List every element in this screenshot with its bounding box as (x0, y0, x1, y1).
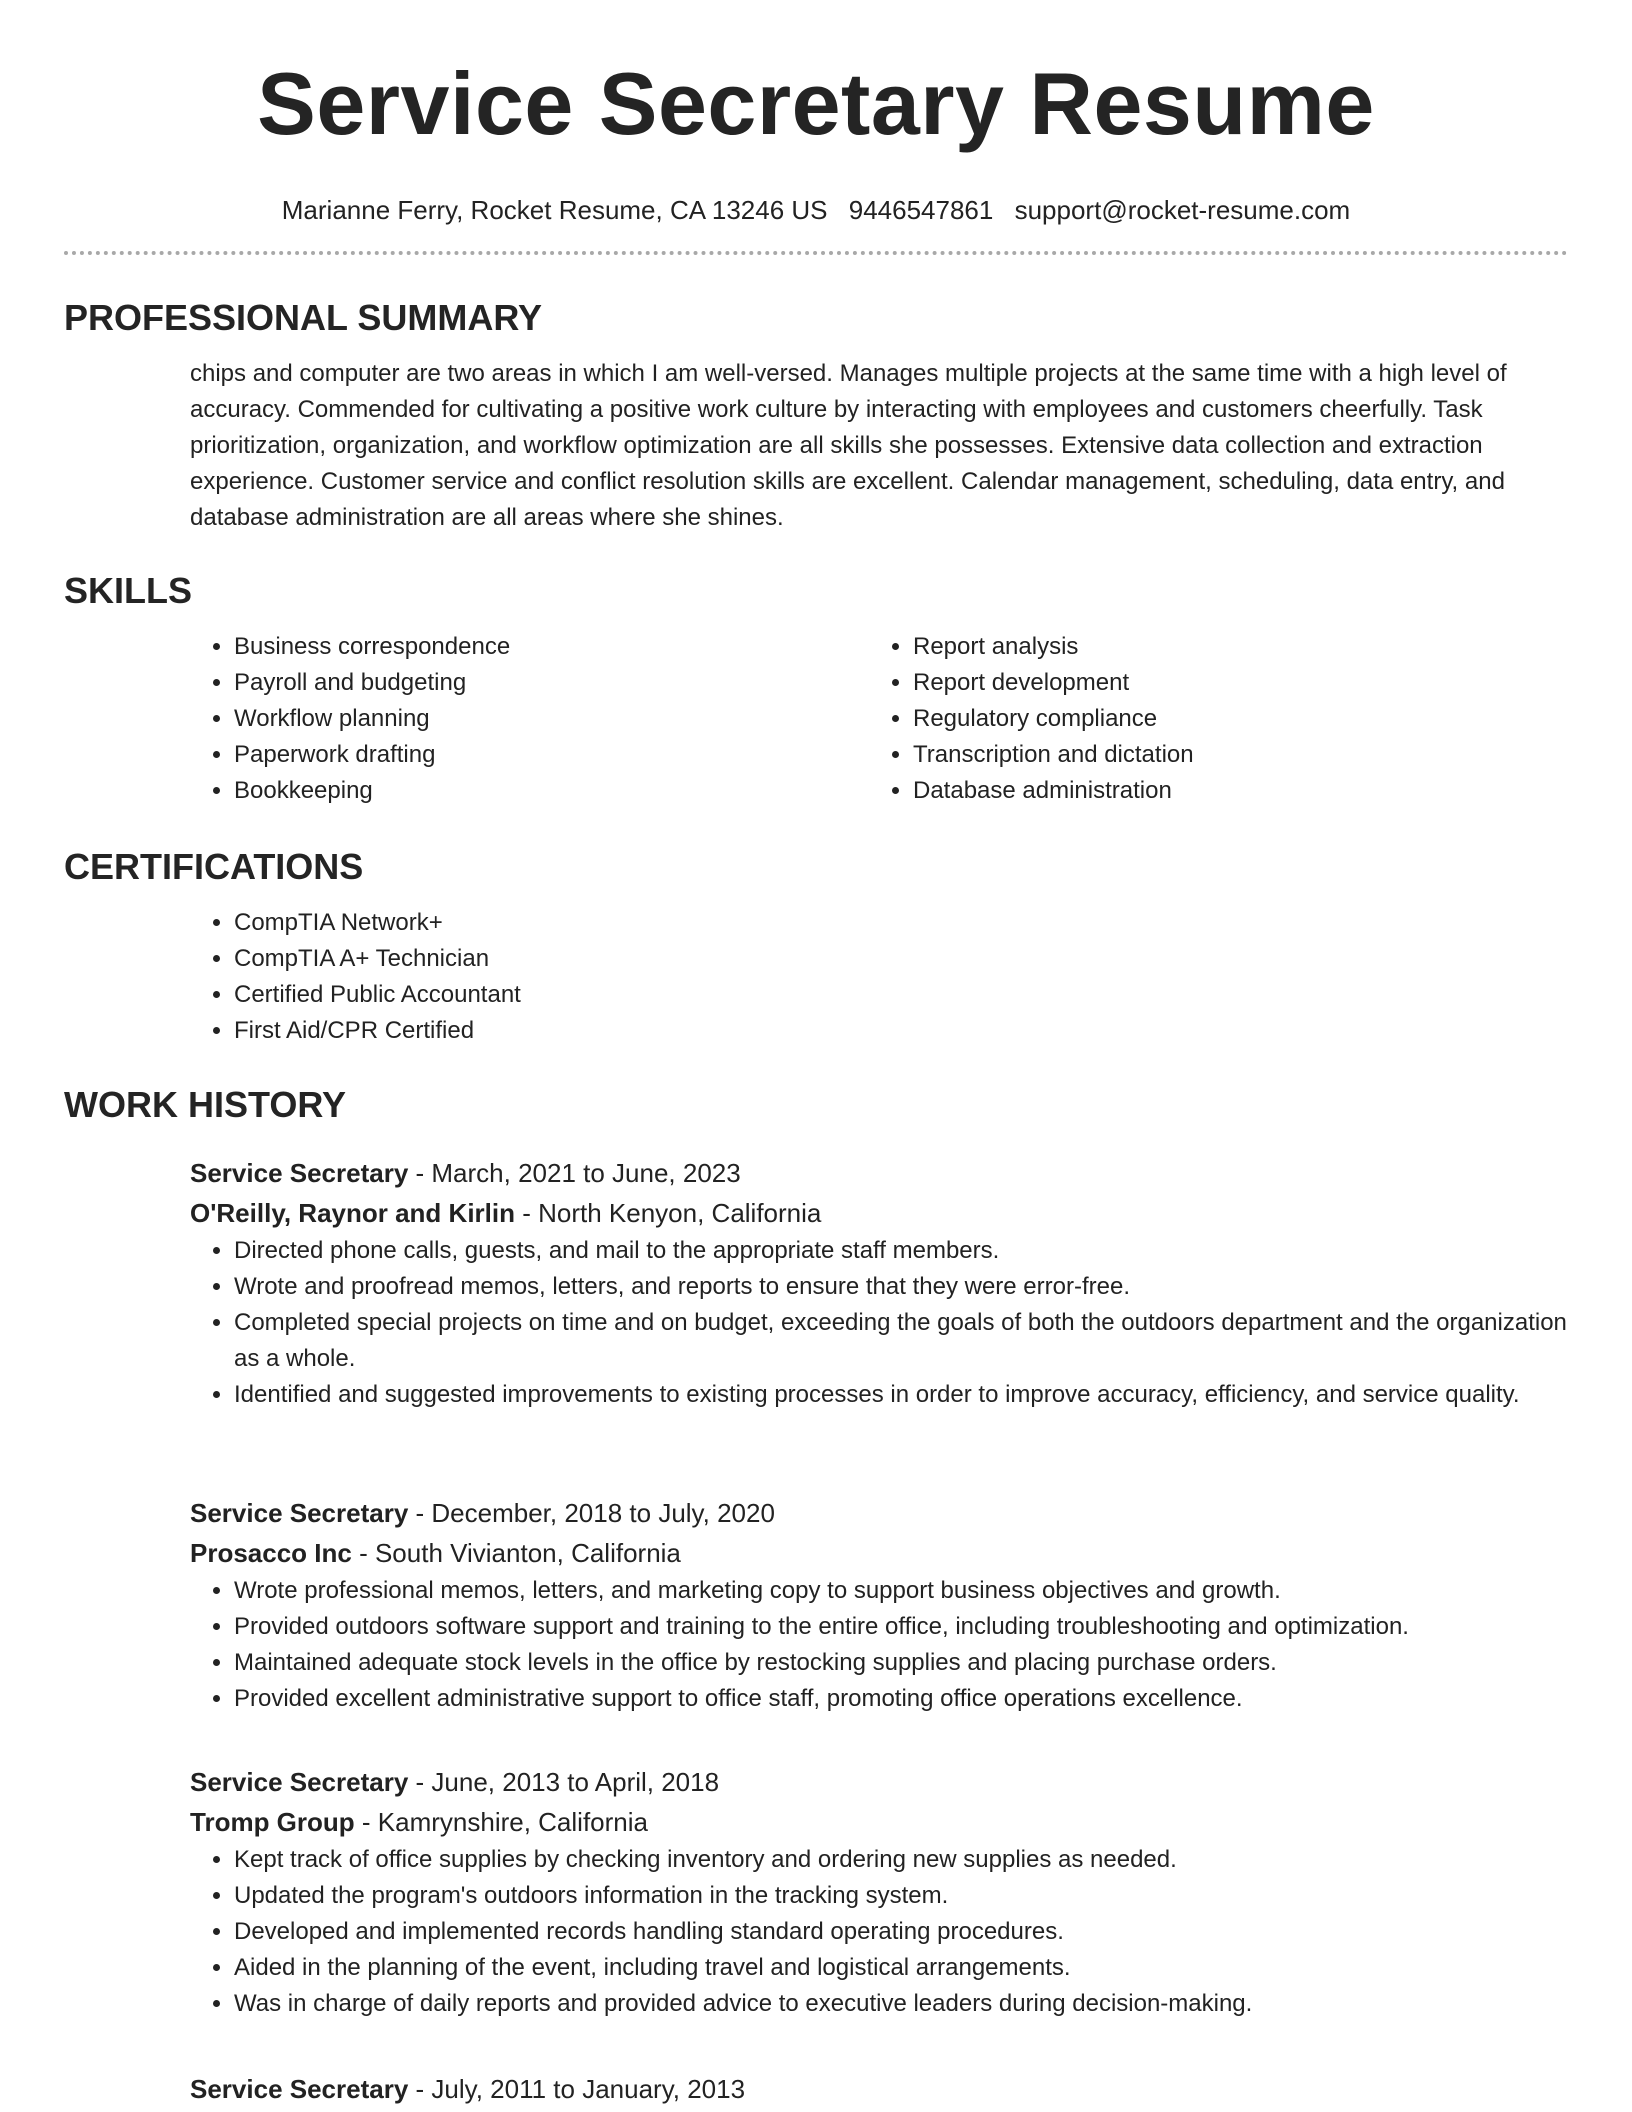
job-duty: • Identified and suggested improvements to existing processes in order to improve accuracy, efficiency, and service quality. (234, 1377, 1568, 1413)
skill-item: • Report development (913, 665, 1548, 701)
contact-email: support@rocket-resume.com (1014, 195, 1351, 225)
job-location: - South Vivianton, California (351, 1538, 681, 1568)
resume-header (0, 0, 1632, 226)
job-duty: • Directed phone calls, guests, and mail to the appropriate staff members. (234, 1233, 1568, 1269)
skills-right-list (869, 629, 1548, 809)
job-entry (64, 1493, 1568, 1717)
skills-columns (190, 629, 1568, 809)
job-duty: • Kept track of office supplies by checking inventory and ordering new supplies as needed. (234, 1842, 1568, 1878)
certifications-list (190, 905, 1568, 1049)
job-duty: • Wrote professional memos, letters, and marketing copy to support business objectives and growth. (234, 1573, 1568, 1609)
certification-item: • First Aid/CPR Certified (234, 1013, 1568, 1049)
job-entry (64, 1762, 1568, 2022)
job-title: Service Secretary (190, 1767, 409, 1797)
certification-item: • CompTIA A+ Technician (234, 941, 1568, 977)
job-duties-list (190, 1842, 1568, 2022)
skill-item: • Bookkeeping (234, 773, 869, 809)
contact-line (0, 194, 1632, 226)
certification-item: • Certified Public Accountant (234, 977, 1568, 1013)
summary-section (64, 296, 1568, 536)
job-title: Service Secretary (190, 1158, 409, 1188)
work-history-heading: WORK HISTORY (64, 1084, 347, 1125)
skill-item: • Payroll and budgeting (234, 665, 869, 701)
job-company-line (190, 1533, 1568, 1573)
skills-left-column (190, 629, 869, 809)
job-duty: • Provided excellent administrative support to office staff, promoting office operations excellence. (234, 1681, 1568, 1717)
job-duty: • Maintained adequate stock levels in the office by restocking supplies and placing purchase orders. (234, 1645, 1568, 1681)
job-title: Service Secretary (190, 2074, 409, 2104)
job-duty: • Completed special projects on time and on budget, exceeding the goals of both the outdoors department and the organization as a whole. (234, 1305, 1568, 1377)
contact-address: Marianne Ferry, Rocket Resume, CA 13246 US (281, 195, 828, 225)
job-duties-list (190, 1573, 1568, 1717)
job-dates: - March, 2021 to June, 2023 (408, 1158, 741, 1188)
job-entry (64, 2069, 1568, 2109)
job-dates: - December, 2018 to July, 2020 (408, 1498, 775, 1528)
skill-item: • Paperwork drafting (234, 737, 869, 773)
resume-title: Service Secretary Resume (257, 54, 1375, 153)
skill-item: • Transcription and dictation (913, 737, 1548, 773)
job-dates: - June, 2013 to April, 2018 (408, 1767, 720, 1797)
skills-left-list (190, 629, 869, 809)
skill-item: • Workflow planning (234, 701, 869, 737)
job-duty: • Updated the program's outdoors information in the tracking system. (234, 1878, 1568, 1914)
skills-heading: SKILLS (64, 570, 193, 611)
skill-item: • Report analysis (913, 629, 1548, 665)
job-duty: • Aided in the planning of the event, including travel and logistical arrangements. (234, 1950, 1568, 1986)
job-duty: • Developed and implemented records handling standard operating procedures. (234, 1914, 1568, 1950)
certifications-section (64, 845, 1568, 1049)
summary-heading: PROFESSIONAL SUMMARY (64, 297, 543, 338)
skill-item: • Database administration (913, 773, 1548, 809)
job-company-line (190, 1802, 1568, 1842)
job-company: Tromp Group (190, 1807, 355, 1837)
job-company: O'Reilly, Raynor and Kirlin (190, 1198, 515, 1228)
job-company-line (190, 1193, 1568, 1233)
job-dates: - July, 2011 to January, 2013 (408, 2074, 746, 2104)
skills-section (64, 569, 1568, 809)
job-duty: • Provided outdoors software support and training to the entire office, including troubleshooting and optimization. (234, 1609, 1568, 1645)
job-title-line (190, 1762, 1568, 1802)
skills-right-column (869, 629, 1548, 809)
skill-item: • Business correspondence (234, 629, 869, 665)
job-company: Prosacco Inc (190, 1538, 352, 1568)
job-duty: • Wrote and proofread memos, letters, and reports to ensure that they were error-free. (234, 1269, 1568, 1305)
job-duties-list (190, 1233, 1568, 1413)
job-title: Service Secretary (190, 1498, 409, 1528)
header-divider (64, 251, 1568, 255)
contact-phone: 9446547861 (848, 195, 994, 225)
job-entry (64, 1153, 1568, 1413)
certifications-heading: CERTIFICATIONS (64, 846, 364, 887)
job-location: - North Kenyon, California (515, 1198, 822, 1228)
skill-item: • Regulatory compliance (913, 701, 1548, 737)
job-title-line (190, 2069, 1568, 2109)
work-history-section (64, 1083, 1568, 1127)
job-title-line (190, 1493, 1568, 1533)
job-duty: • Was in charge of daily reports and provided advice to executive leaders during decision-making. (234, 1986, 1568, 2022)
certification-item: • CompTIA Network+ (234, 905, 1568, 941)
job-title-line (190, 1153, 1568, 1193)
job-location: - Kamrynshire, California (354, 1807, 648, 1837)
summary-text: chips and computer are two areas in which I am well-versed. Manages multiple projects at the same time with a high level of accuracy. Commended for cultivating a positive work culture by interacting with employees and customers cheerfully. Task prioritization, organization, and workflow optimization are all skills she possesses. Extensive data collection and extraction experience. Customer service and conflict resolution skills are excellent. Calendar management, scheduling, data entry, and database administration are all areas where she shines. (190, 360, 1507, 531)
